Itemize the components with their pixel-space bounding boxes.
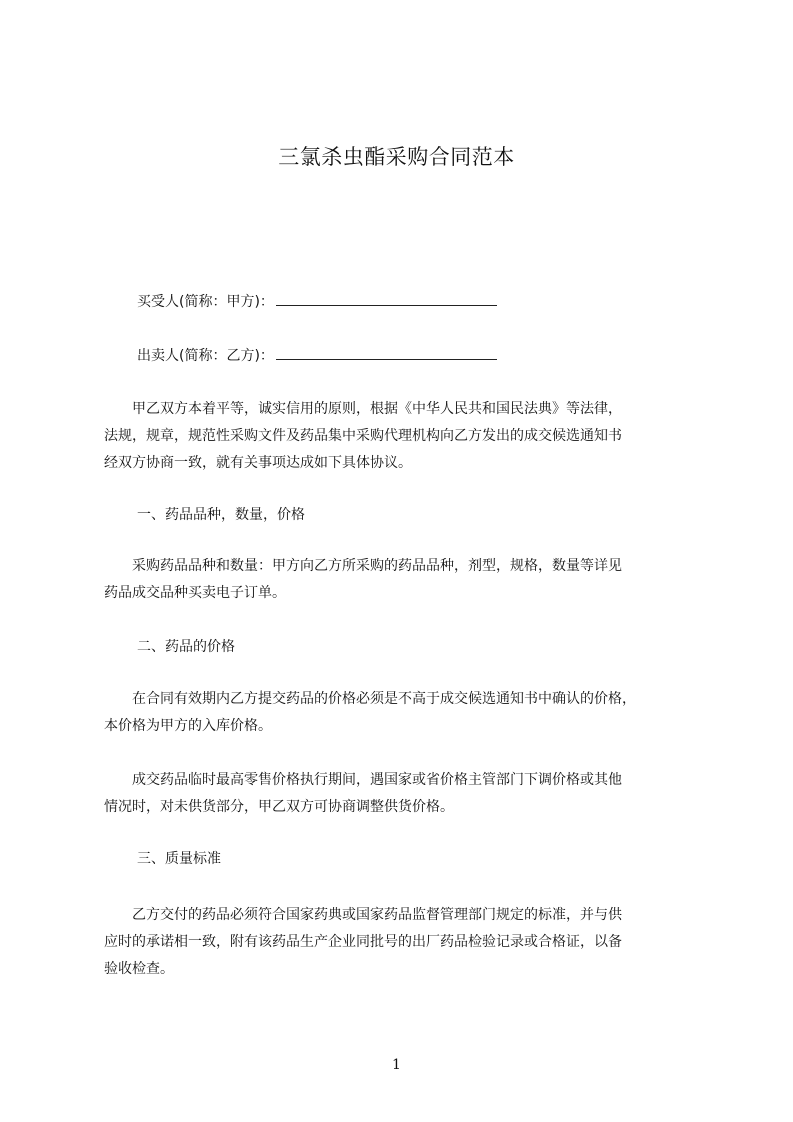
seller-blank-field bbox=[276, 345, 497, 360]
paragraph-line: 采购药品品种和数量：甲方向乙方所采购的药品品种，剂型，规格，数量等详见 bbox=[104, 558, 622, 574]
section-heading-3: 三、质量标准 bbox=[137, 851, 221, 867]
paragraph-line: 药品成交品种买卖电子订单。 bbox=[104, 585, 286, 601]
buyer-label: 买受人(简称：甲方)： bbox=[137, 294, 274, 310]
buyer-line bbox=[137, 291, 497, 312]
paragraph-line: 情况时，对未供货部分，甲乙双方可协商调整供货价格。 bbox=[104, 799, 454, 815]
paragraph-line: 应时的承诺相一致，附有该药品生产企业同批号的出厂药品检验记录或合格证，以备 bbox=[104, 934, 622, 950]
paragraph-line: 验收检查。 bbox=[104, 961, 174, 977]
document-title: 三氯杀虫酯采购合同范本 bbox=[278, 145, 515, 169]
paragraph-line: 乙方交付的药品必须符合国家药典或国家药品监督管理部门规定的标准，并与供 bbox=[104, 907, 622, 923]
section2-paragraph-1 bbox=[104, 686, 700, 740]
paragraph-line: 经双方协商一致，就有关事项达成如下具体协议。 bbox=[104, 455, 412, 471]
section2-paragraph-2 bbox=[104, 767, 700, 821]
section-heading-2: 二、药品的价格 bbox=[137, 639, 235, 655]
section1-paragraph bbox=[104, 553, 700, 607]
seller-line bbox=[137, 345, 497, 366]
paragraph-line: 在合同有效期内乙方提交药品的价格必须是不高于成交候选通知书中确认的价格， bbox=[104, 691, 636, 707]
paragraph-line: 成交药品临时最高零售价格执行期间，遇国家或省价格主管部门下调价格或其他 bbox=[104, 772, 622, 788]
seller-label: 出卖人(简称：乙方)： bbox=[137, 348, 274, 364]
paragraph-line: 本价格为甲方的入库价格。 bbox=[104, 718, 272, 734]
section-heading-1: 一、药品品种，数量，价格 bbox=[137, 507, 305, 523]
paragraph-line: 甲乙双方本着平等，诚实信用的原则，根据《中华人民共和国民法典》等法律， bbox=[104, 401, 622, 417]
buyer-blank-field bbox=[276, 291, 497, 306]
page-number: 1 bbox=[392, 1057, 401, 1073]
section3-paragraph bbox=[104, 902, 700, 983]
intro-paragraph bbox=[104, 396, 700, 477]
paragraph-line: 法规，规章，规范性采购文件及药品集中采购代理机构向乙方发出的成交候选通知书 bbox=[104, 428, 622, 444]
